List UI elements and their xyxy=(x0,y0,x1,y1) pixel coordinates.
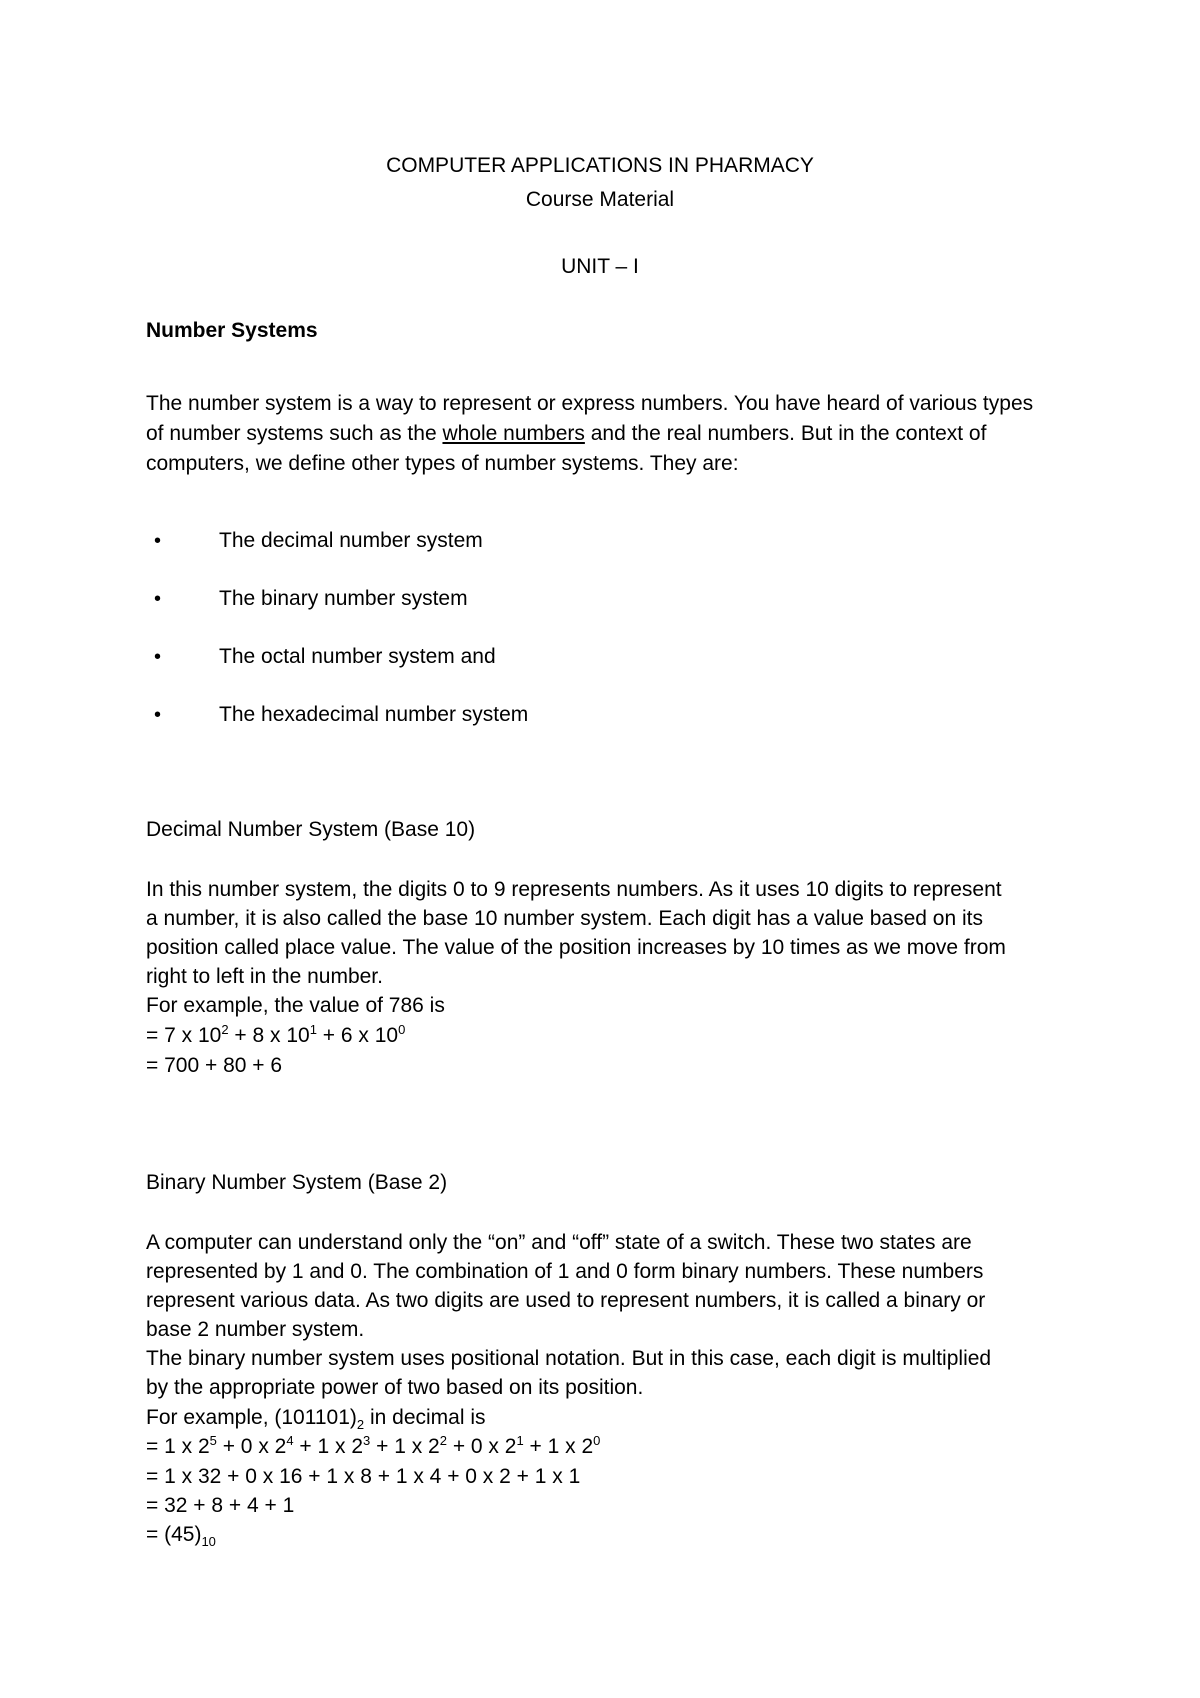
equation-term: + 0 x 2 xyxy=(446,1435,517,1458)
paragraph-line: The binary number system uses positional notation. But in this case, each digit is multiplied xyxy=(146,1347,992,1370)
equation-term: + 0 x 2 xyxy=(216,1435,287,1458)
exponent: 4 xyxy=(286,1433,294,1448)
paragraph-line: a number, it is also called the base 10 number system. Each digit has a value based on its xyxy=(146,907,983,930)
list-item: The hexadecimal number system xyxy=(219,703,529,726)
section-heading-binary: Binary Number System (Base 2) xyxy=(146,1171,448,1194)
equation-line: = 32 + 8 + 4 + 1 xyxy=(146,1494,295,1517)
unit-label: UNIT – I xyxy=(561,255,639,278)
equation-line xyxy=(146,1021,405,1051)
base-subscript: 10 xyxy=(201,1534,216,1549)
equation-term: + 6 x 10 xyxy=(316,1024,399,1047)
document-title: COMPUTER APPLICATIONS IN PHARMACY xyxy=(386,154,814,177)
equation-line xyxy=(146,1520,216,1550)
equation-term: = 7 x 10 xyxy=(146,1024,222,1047)
whole-numbers-link[interactable]: whole numbers xyxy=(442,422,585,445)
paragraph-line: For example, the value of 786 is xyxy=(146,994,445,1017)
list-item: The decimal number system xyxy=(219,529,483,552)
paragraph-line xyxy=(146,419,986,449)
equation-line: = 700 + 80 + 6 xyxy=(146,1054,283,1077)
paragraph-line: represented by 1 and 0. The combination of 1 and 0 form binary numbers. These numbers xyxy=(146,1260,984,1283)
equation-line xyxy=(146,1432,600,1462)
equation-line: = 1 x 32 + 0 x 16 + 1 x 8 + 1 x 4 + 0 x 2 + 1 x 1 xyxy=(146,1465,581,1488)
exponent: 3 xyxy=(363,1433,371,1448)
bullet-icon: • xyxy=(154,530,162,552)
equation-term: + 8 x 10 xyxy=(228,1024,310,1047)
text-segment: and the real numbers. But in the context of xyxy=(584,422,987,445)
bullet-icon: • xyxy=(154,704,162,726)
paragraph-line: The number system is a way to represent or express numbers. You have heard of various types xyxy=(146,392,1034,415)
paragraph-line: position called place value. The value of the position increases by 10 times as we move from xyxy=(146,936,1006,959)
paragraph-line: represent various data. As two digits are used to represent numbers, it is called a binary or xyxy=(146,1289,986,1312)
base-subscript: 2 xyxy=(356,1417,365,1432)
equation-term: + 1 x 2 xyxy=(293,1435,364,1458)
bullet-icon: • xyxy=(154,588,162,610)
exponent: 2 xyxy=(221,1022,229,1037)
exponent: 1 xyxy=(516,1433,524,1448)
equation-term: = 1 x 2 xyxy=(146,1435,210,1458)
paragraph-line: right to left in the number. xyxy=(146,965,383,988)
bullet-icon: • xyxy=(154,646,162,668)
list-item: The binary number system xyxy=(219,587,468,610)
exponent: 1 xyxy=(309,1022,317,1037)
section-heading-number-systems: Number Systems xyxy=(146,319,318,342)
paragraph-line: computers, we define other types of number systems. They are: xyxy=(146,452,739,475)
paragraph-line: A computer can understand only the “on” and “off” state of a switch. These two states are xyxy=(146,1231,972,1254)
exponent: 0 xyxy=(398,1022,406,1037)
exponent: 0 xyxy=(593,1433,601,1448)
list-item: The octal number system and xyxy=(219,645,496,668)
section-heading-decimal: Decimal Number System (Base 10) xyxy=(146,818,476,841)
text-segment: in decimal is xyxy=(364,1406,486,1429)
paragraph-line: by the appropriate power of two based on its position. xyxy=(146,1376,644,1399)
paragraph-line: base 2 number system. xyxy=(146,1318,365,1341)
equation-term: = (45) xyxy=(146,1523,202,1546)
text-segment: of number systems such as the xyxy=(146,422,443,445)
exponent: 2 xyxy=(439,1433,447,1448)
text-segment: For example, (101101) xyxy=(146,1406,357,1429)
equation-term: + 1 x 2 xyxy=(523,1435,594,1458)
paragraph-line: In this number system, the digits 0 to 9 represents numbers. As it uses 10 digits to represent xyxy=(146,878,1002,901)
equation-term: + 1 x 2 xyxy=(370,1435,440,1458)
document-subtitle: Course Material xyxy=(525,188,675,211)
paragraph-line xyxy=(146,1403,486,1433)
exponent: 5 xyxy=(209,1433,217,1448)
